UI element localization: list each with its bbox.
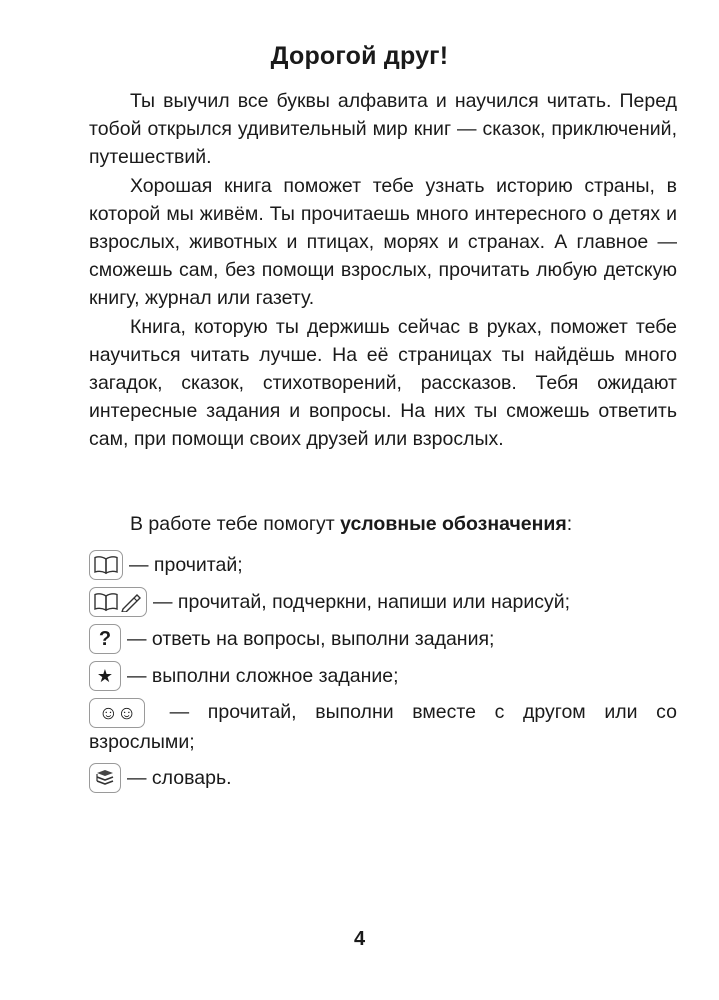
- star-icon: ★: [89, 661, 121, 691]
- legend-intro-bold: условные обозначения: [340, 513, 567, 535]
- legend-item-text: — выполни сложное задание;: [127, 665, 399, 688]
- paragraph: Ты выучил все буквы алфавита и научился читать. Перед тобой открылся удивительный мир книг — сказок, приключений, путешествий.: [89, 90, 677, 169]
- legend-intro: В работе тебе помогут условные обозначения:: [130, 513, 573, 535]
- paragraph: Книга, которую ты держишь сейчас в руках, поможет тебе научиться читать лучше. На её страницах ты найдёшь много загадок, сказок, стихотворений, рассказов. Тебя ожидают интересные задания и вопросы. На них ты сможешь ответить сам, при помощи своих друзей или взрослых.: [89, 315, 677, 451]
- legend-item-text: — прочитай;: [129, 554, 243, 577]
- paragraph: Хорошая книга поможет тебе узнать историю страны, в которой мы живём. Ты прочитаешь много интересного о детях и взрослых, животных и птицах, морях и странах. А главное — сможешь сам, без помощи взрослых, прочитать любую детскую книгу, журнал или газету.: [89, 174, 677, 310]
- book-and-pencil-icon: [89, 587, 147, 617]
- book-stack-icon: [89, 763, 121, 793]
- legend-item-together: [89, 698, 677, 756]
- legend: [89, 510, 677, 800]
- open-book-icon: [89, 550, 123, 580]
- legend-item-hard-task: [89, 661, 677, 691]
- legend-item-read-write: [89, 587, 677, 617]
- page-title: Дорогой друг!: [270, 42, 449, 70]
- page-number: 4: [353, 928, 366, 950]
- legend-item-dictionary: [89, 763, 677, 793]
- legend-item-text: — прочитай, подчеркни, напиши или нарисуй;: [153, 591, 571, 614]
- question-mark-icon: ?: [89, 624, 121, 654]
- legend-item-text: — словарь.: [127, 767, 232, 790]
- legend-item-text: — ответь на вопросы, выполни задания;: [127, 628, 495, 651]
- two-smiles-icon: ☺☺: [89, 698, 145, 728]
- legend-item-text: — прочитай, выполни вместе с другом или со взрослыми;: [89, 701, 677, 754]
- legend-item-questions: [89, 624, 677, 654]
- intro-text: [89, 87, 677, 454]
- legend-item-read: [89, 550, 677, 580]
